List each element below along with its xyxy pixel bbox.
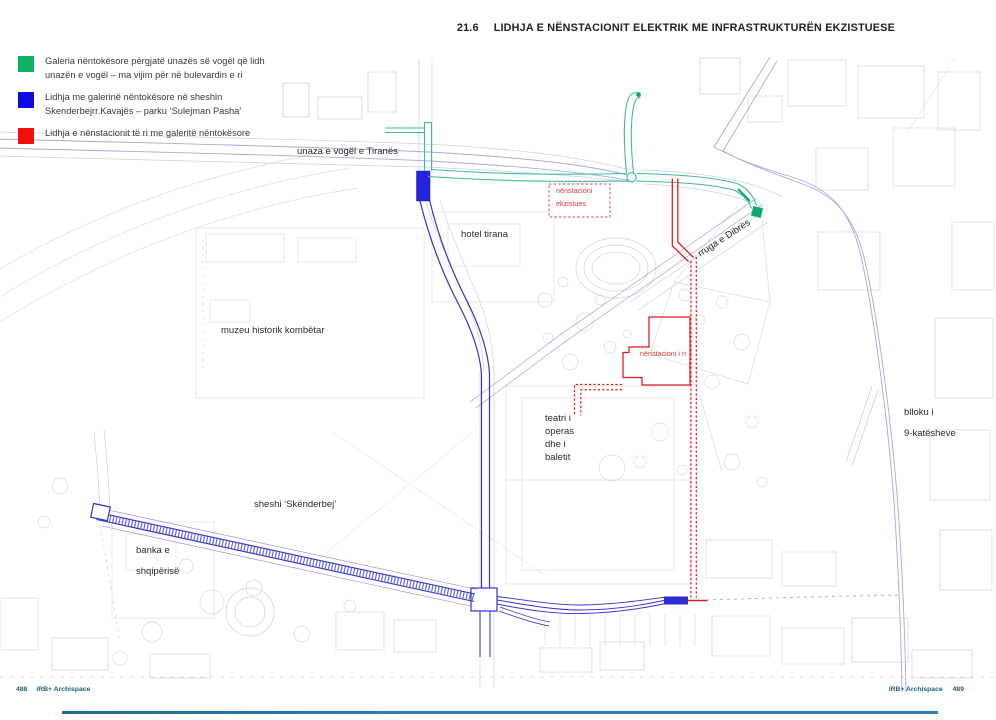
intersection-node <box>471 588 497 611</box>
label-hotel: hotel tirana <box>461 229 509 240</box>
legend-item-gallery <box>18 55 288 82</box>
green-end-marker <box>751 206 763 218</box>
label-theater-2: operas <box>545 426 575 437</box>
legend-item-blue-link <box>18 91 288 118</box>
label-theater-4: baletit <box>545 452 571 463</box>
red-swatch-icon <box>18 128 34 144</box>
label-bank-1: banka e <box>136 545 170 556</box>
label-theater-1: teatri i <box>545 413 571 424</box>
blue-highlight-segment <box>417 171 431 201</box>
label-existing-substation-2: ekzistues <box>556 199 586 208</box>
page-number-left: 488 <box>16 686 28 693</box>
label-dibra-street: rruga e Dibrës <box>696 217 753 260</box>
green-swatch-icon <box>18 56 34 72</box>
publisher-logo-right: iRB+ Archispace <box>888 686 943 693</box>
legend-label: Galeria nëntokësore përgjatë unazës së vogël që lidh unazën e vogël – ma vijim për në bulevardin e ri <box>45 56 265 80</box>
publisher-logo-left: iRB+ Archispace <box>36 686 91 693</box>
page-title <box>457 22 895 34</box>
green-node <box>627 173 636 182</box>
green-branch-end-marker <box>636 92 641 97</box>
label-theater-3: dhe i <box>545 439 566 450</box>
label-block-2: 9-katësheve <box>904 428 956 439</box>
label-existing-substation-1: nënstacioni <box>556 186 593 195</box>
footer-right <box>889 686 964 693</box>
legend-item-red-link <box>18 127 288 144</box>
legend-label: Lidhja me galerinë nëntokësore në sheshin Skenderbejrr.Kavajës – parku ‘Sulejman Pasha’ <box>45 92 242 116</box>
map-legend <box>18 55 288 153</box>
footer-left <box>16 686 90 693</box>
blue-swatch-icon <box>18 92 34 108</box>
label-square: sheshi ‘Skënderbej’ <box>254 499 337 510</box>
label-new-substation: nënstacioni i ri <box>640 349 686 358</box>
label-bank-2: shqipërisë <box>136 566 180 577</box>
bottom-rule <box>62 711 938 714</box>
legend-label: Lidhja e nënstacionit të ri me galeritë nëntokësore <box>45 128 251 138</box>
label-block-1: blloku i <box>904 407 934 418</box>
section-title: LIDHJA E NËNSTACIONIT ELEKTRIK ME INFRASTRUKTURËN EKZISTUESE <box>493 22 895 34</box>
label-museum: muzeu historik kombëtar <box>221 325 325 336</box>
label-ring-road: unaza e vogël e Tiranës <box>297 146 398 157</box>
page-number-right: 489 <box>952 686 964 693</box>
red-substation-link-route <box>549 179 708 601</box>
section-number: 21.6 <box>456 22 479 34</box>
